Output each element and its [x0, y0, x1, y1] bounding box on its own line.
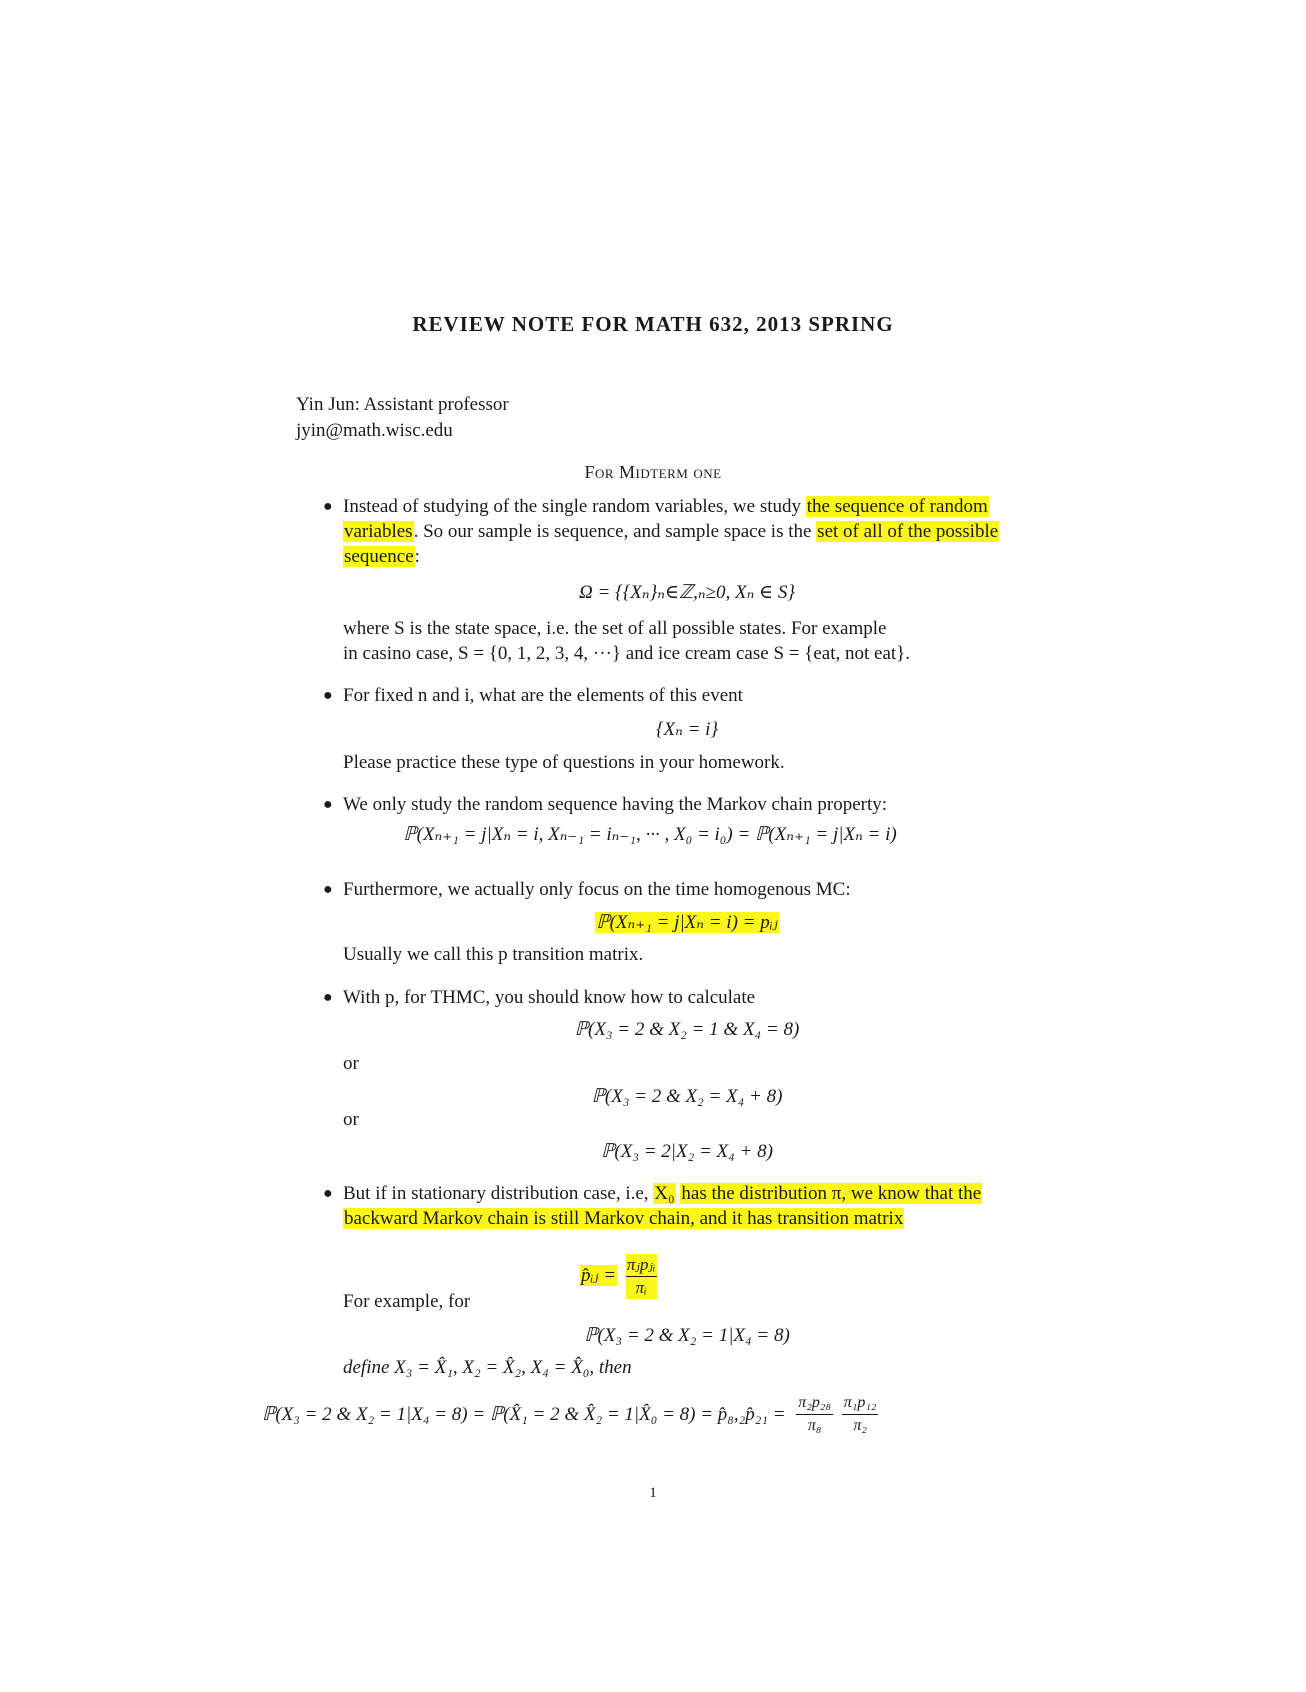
text-run: Instead of studying of the single random variables, we study	[343, 496, 806, 517]
fraction	[796, 1392, 833, 1437]
highlighted-text: has the distribution π, we know that the backward Markov chain is still Markov chain, and it has transition matrix	[344, 1183, 982, 1229]
formula-conditional: ℙ(X₃ = 2|X₂ = X₄ + 8)	[601, 1141, 773, 1162]
paragraph-example: For example, for	[343, 1291, 471, 1312]
section-heading: For Midterm one	[584, 462, 722, 482]
bullet-item-4	[323, 877, 1031, 902]
bullet-icon: ●	[323, 989, 333, 1006]
fraction-numerator: π₁p₁₂	[842, 1392, 879, 1415]
fraction-denominator: πᵢ	[626, 1277, 657, 1299]
formula-markov-property: ℙ(Xₙ₊₁ = j|Xₙ = i, Xₙ₋₁ = iₙ₋₁, ··· , X₀ = i₀) = ℙ(Xₙ₊₁ = j|Xₙ = i)	[403, 824, 897, 845]
formula-event: {Xₙ = i}	[655, 719, 719, 740]
author-block	[296, 392, 509, 444]
bullet-icon: ●	[323, 796, 333, 813]
bullet-icon: ●	[323, 687, 333, 704]
text-run: With p, for THMC, you should know how to calculate	[343, 987, 756, 1008]
text-or-2: or	[343, 1109, 359, 1130]
highlighted-formula: ℙ(Xₙ₊₁ = j|Xₙ = i) = pᵢⱼ	[596, 912, 778, 933]
author-name: Yin Jun: Assistant professor	[296, 394, 509, 415]
highlighted-text: set of all of the possible sequence	[344, 521, 999, 567]
formula-joint-1: ℙ(X₃ = 2 & X₂ = 1 & X₄ = 8)	[574, 1019, 800, 1040]
text-run: But if in stationary distribution case, i.e,	[343, 1183, 654, 1204]
paragraph-state-space-2: in casino case, S = {0, 1, 2, 3, 4, ···} and ice cream case S = {eat, not eat}.	[343, 643, 911, 664]
page-title: REVIEW NOTE FOR MATH 632, 2013 SPRING	[412, 312, 894, 336]
formula-final	[262, 1392, 878, 1437]
paragraph-state-space-1: where S is the state space, i.e. the set of all possible states. For example	[343, 618, 887, 639]
formula-thmc	[343, 910, 1031, 935]
bullet-item-5	[323, 985, 1031, 1010]
bullet-icon: ●	[323, 498, 333, 515]
fraction	[842, 1392, 879, 1437]
formula-example: ℙ(X₃ = 2 & X₂ = 1|X₄ = 8)	[584, 1325, 790, 1346]
text-run: . So our sample is sequence, and sample space is the	[413, 521, 817, 542]
bullet-item-6	[323, 1181, 1031, 1231]
fraction-numerator: π₂p₂₈	[796, 1392, 833, 1415]
paragraph-practice: Please practice these type of questions in your homework.	[343, 752, 785, 773]
fraction-denominator: π₂	[853, 1417, 867, 1434]
formula-sample-space: Ω = {{Xₙ}ₙ∈ℤ,ₙ≥0, Xₙ ∈ S}	[579, 582, 795, 603]
text-run: For fixed n and i, what are the elements of this event	[343, 685, 743, 706]
fraction-denominator: π₈	[807, 1417, 822, 1434]
text-run: Furthermore, we actually only focus on the time homogenous MC:	[343, 879, 851, 900]
formula-joint-2: ℙ(X₃ = 2 & X₂ = X₄ + 8)	[591, 1086, 783, 1107]
page-number: 1	[649, 1485, 657, 1501]
fraction-numerator: πⱼpⱼᵢ	[626, 1254, 657, 1277]
highlighted-text: X₀	[654, 1183, 675, 1204]
author-email: jyin@math.wisc.edu	[296, 420, 453, 441]
text-run: :	[414, 546, 420, 567]
formula-final-main: ℙ(X₃ = 2 & X₂ = 1|X₄ = 8) = ℙ(X̂₁ = 2 & X̂₂ = 1|X̂₀ = 8) = p̂₈,₂p̂₂₁ =	[262, 1404, 786, 1425]
text-or-1: or	[343, 1053, 359, 1074]
paragraph-transition-matrix: Usually we call this p transition matrix.	[343, 944, 644, 965]
highlighted-text: the sequence of random variables	[344, 496, 988, 542]
bullet-icon: ●	[323, 881, 333, 898]
bullet-item-1	[323, 494, 1031, 569]
bullet-icon: ●	[323, 1185, 333, 1202]
bullet-item-2	[323, 683, 1031, 708]
bullet-item-3	[323, 792, 1031, 817]
paragraph-define: define X₃ = X̂₁, X₂ = X̂₂, X₄ = X̂₀, then	[343, 1357, 632, 1378]
text-run: We only study the random sequence having the Markov chain property:	[343, 794, 888, 815]
highlighted-formula-lhs: p̂ᵢⱼ =	[581, 1264, 617, 1286]
